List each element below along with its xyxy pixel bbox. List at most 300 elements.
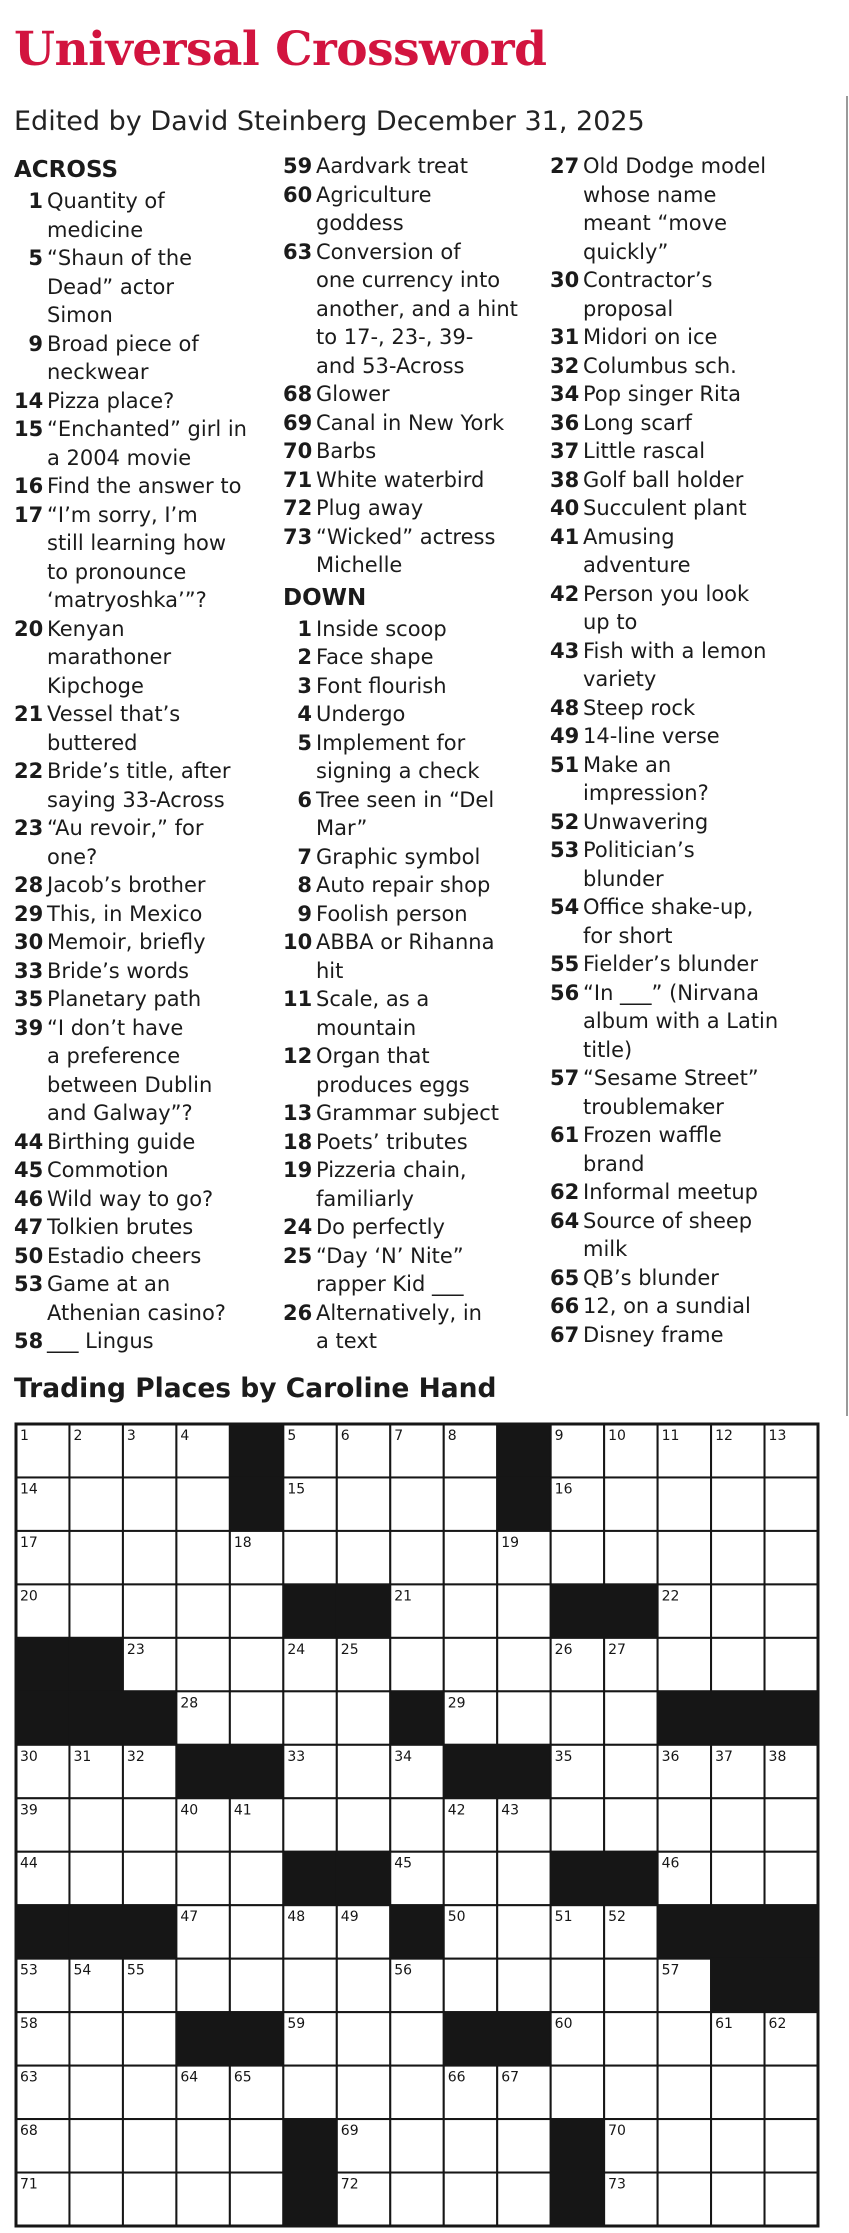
- clue-item: [283, 1242, 549, 1299]
- grid-cell[interactable]: [444, 1477, 497, 1530]
- grid-block: [123, 1905, 176, 1958]
- grid-cell[interactable]: [69, 2066, 122, 2119]
- grid-cell[interactable]: [765, 1531, 818, 1584]
- cell-number: 33: [287, 1748, 306, 1765]
- clue-text-line: White waterbird: [316, 467, 485, 492]
- cell-number: 23: [126, 1641, 145, 1658]
- clue-number: 67: [550, 1322, 580, 1347]
- clue-number: 40: [550, 496, 580, 520]
- clue-number: 8: [297, 873, 312, 897]
- clue-item: [14, 387, 282, 416]
- grid-cell[interactable]: [390, 2012, 443, 2065]
- clue-item: [14, 1156, 282, 1185]
- clue-text-line: Office shake-up,: [583, 895, 754, 919]
- cell-number: 17: [20, 1534, 38, 1551]
- grid-cell[interactable]: [444, 2173, 497, 2226]
- grid-cell[interactable]: [337, 2066, 390, 2119]
- clue-item: [283, 181, 549, 238]
- grid-cell[interactable]: [69, 2173, 122, 2226]
- grid-cell[interactable]: [444, 1638, 497, 1691]
- clue-text-line: “Wicked” actress: [316, 524, 496, 549]
- cell-number: 7: [394, 1428, 404, 1444]
- clue-item: [550, 266, 832, 323]
- cell-number: 28: [180, 1695, 199, 1712]
- clue-text-line: Fish with a lemon: [583, 638, 767, 663]
- grid-cell[interactable]: [604, 2066, 657, 2119]
- cell-number: 4: [180, 1428, 190, 1444]
- grid-cell[interactable]: [551, 1798, 604, 1851]
- clue-text-line: “Enchanted” girl in: [47, 417, 247, 441]
- clue-text-line: Game at an: [47, 1272, 171, 1296]
- grid-cell[interactable]: [283, 1959, 336, 2012]
- grid-cell[interactable]: [711, 2066, 764, 2119]
- clue-text-line: Simon: [47, 303, 113, 327]
- grid-cell[interactable]: [765, 1584, 818, 1637]
- cell-number: 10: [608, 1428, 626, 1444]
- grid-cell[interactable]: [551, 1531, 604, 1584]
- cell-number: 70: [608, 2123, 626, 2140]
- cell-number: 47: [180, 1909, 199, 1926]
- grid-block: [765, 1959, 818, 2012]
- grid-cell[interactable]: [230, 2119, 283, 2172]
- grid-cell[interactable]: [230, 1905, 283, 1958]
- grid-cell[interactable]: [123, 1584, 176, 1637]
- clue-number: 22: [14, 759, 44, 783]
- clue-number: 38: [550, 467, 580, 492]
- clue-number: 47: [14, 1215, 44, 1239]
- grid-cell[interactable]: [69, 1477, 122, 1530]
- cell-number: 27: [608, 1641, 626, 1658]
- grid-cell[interactable]: [390, 1638, 443, 1691]
- grid-block: [230, 1424, 283, 1477]
- cell-number: 5: [287, 1428, 297, 1444]
- clue-text-line: “Au revoir,” for: [47, 816, 204, 840]
- grid-cell[interactable]: [69, 1531, 122, 1584]
- grid-cell[interactable]: [497, 1638, 550, 1691]
- down-heading: DOWN: [283, 584, 367, 611]
- clue-text-line: Canal in New York: [316, 410, 505, 435]
- clue-number: 43: [550, 638, 580, 663]
- clue-item: [14, 330, 282, 387]
- clue-item: [283, 494, 549, 523]
- clue-text-line: Organ that: [316, 1044, 430, 1068]
- clue-number: 2: [297, 645, 312, 669]
- grid-block: [497, 1477, 550, 1530]
- clue-text-line: mountain: [316, 1015, 417, 1040]
- clue-text-line: Pizzeria chain,: [316, 1158, 467, 1182]
- clue-text-line: milk: [583, 1237, 628, 1261]
- grid-block: [604, 1584, 657, 1637]
- grid-block: [551, 2119, 604, 2172]
- grid-cell[interactable]: [497, 1905, 550, 1958]
- clue-number: 9: [297, 901, 312, 926]
- grid-cell[interactable]: [497, 1584, 550, 1637]
- clue-text-line: a preference: [47, 1044, 181, 1068]
- grid-cell[interactable]: [230, 2173, 283, 2226]
- clue-text-line: Grammar subject: [316, 1101, 499, 1125]
- grid-cell[interactable]: [711, 2119, 764, 2172]
- grid-cell[interactable]: [658, 2119, 711, 2172]
- clue-number: 70: [283, 439, 313, 463]
- cell-number: 60: [554, 2016, 573, 2033]
- grid-block: [230, 2012, 283, 2065]
- grid-cell[interactable]: [176, 2119, 229, 2172]
- clue-number: 20: [14, 616, 44, 641]
- grid-cell[interactable]: [230, 1852, 283, 1905]
- cell-number: 42: [447, 1802, 466, 1819]
- clue-text-line: Conversion of: [316, 239, 461, 264]
- grid-cell[interactable]: [711, 1638, 764, 1691]
- clue-number: 71: [283, 467, 313, 492]
- grid-cell[interactable]: [765, 2119, 818, 2172]
- grid-cell[interactable]: [551, 1691, 604, 1744]
- cell-number: 2: [73, 1428, 83, 1444]
- grid-cell[interactable]: [658, 2066, 711, 2119]
- grid-block: [230, 1745, 283, 1798]
- clue-item: [283, 700, 549, 729]
- clue-item: [283, 1099, 549, 1128]
- grid-cell[interactable]: [658, 1531, 711, 1584]
- cell-number: 54: [73, 1962, 92, 1979]
- grid-cell[interactable]: [604, 1959, 657, 2012]
- grid-block: [390, 1905, 443, 1958]
- grid-block: [551, 2173, 604, 2226]
- grid-cell[interactable]: [765, 1798, 818, 1851]
- grid-cell[interactable]: [711, 1798, 764, 1851]
- grid-cell[interactable]: [123, 2119, 176, 2172]
- clue-text-line: Athenian casino?: [47, 1300, 226, 1325]
- clue-text-line: Contractor’s: [583, 268, 713, 292]
- grid-block: [123, 1691, 176, 1744]
- clue-text-line: Make an: [583, 752, 672, 777]
- clue-item: [14, 814, 282, 871]
- grid-cell[interactable]: [658, 1798, 711, 1851]
- across-heading: ACROSS: [14, 157, 119, 183]
- clue-text-line: medicine: [47, 217, 144, 242]
- clue-item: [283, 1156, 549, 1213]
- editor-date-line: Edited by David Steinberg December 31, 2025: [14, 106, 645, 137]
- grid-cell[interactable]: [69, 2012, 122, 2065]
- clue-text-line: Long scarf: [583, 410, 692, 435]
- grid-cell[interactable]: [123, 2012, 176, 2065]
- clue-number: 61: [550, 1123, 580, 1147]
- grid-cell[interactable]: [497, 2173, 550, 2226]
- clue-number: 33: [14, 958, 44, 983]
- clue-number: 49: [550, 724, 580, 748]
- clue-number: 46: [14, 1186, 44, 1211]
- grid-cell[interactable]: [337, 1691, 390, 1744]
- grid-cell[interactable]: [176, 1584, 229, 1637]
- clue-item: [283, 900, 549, 929]
- clue-number: 48: [550, 695, 580, 720]
- clue-text-line: Do perfectly: [316, 1215, 445, 1239]
- grid-cell[interactable]: [390, 2173, 443, 2226]
- grid-cell[interactable]: [604, 1477, 657, 1530]
- grid-cell[interactable]: [283, 1798, 336, 1851]
- clue-text-line: Little rascal: [583, 439, 706, 463]
- grid-cell[interactable]: [176, 1477, 229, 1530]
- grid-cell[interactable]: [551, 1959, 604, 2012]
- grid-cell[interactable]: [658, 1477, 711, 1530]
- clue-number: 39: [14, 1015, 44, 1040]
- grid-cell[interactable]: [765, 2173, 818, 2226]
- grid-cell[interactable]: [711, 1477, 764, 1530]
- clue-number: 11: [283, 987, 313, 1011]
- grid-cell[interactable]: [390, 2066, 443, 2119]
- grid-cell[interactable]: [123, 1852, 176, 1905]
- grid-cell[interactable]: [765, 1477, 818, 1530]
- grid-cell[interactable]: [230, 1691, 283, 1744]
- clue-number: 45: [14, 1158, 44, 1182]
- clue-item: [550, 523, 832, 580]
- grid-cell[interactable]: [711, 1852, 764, 1905]
- cell-number: 40: [180, 1802, 199, 1819]
- grid-cell[interactable]: [337, 2012, 390, 2065]
- cell-number: 3: [126, 1428, 136, 1444]
- clue-text-line: saying 33-Across: [47, 787, 225, 812]
- grid-block: [497, 1745, 550, 1798]
- cell-number: 43: [501, 1802, 520, 1819]
- grid-cell[interactable]: [658, 2173, 711, 2226]
- grid-cell[interactable]: [604, 1798, 657, 1851]
- clue-number: 73: [283, 524, 313, 549]
- clue-text-line: “Shaun of the: [47, 246, 193, 270]
- cell-number: 41: [233, 1802, 252, 1819]
- clue-item: [283, 928, 549, 985]
- clue-text-line: Barbs: [316, 439, 377, 463]
- cell-number: 34: [394, 1748, 413, 1765]
- clue-text-line: “I’m sorry, I’m: [47, 502, 198, 527]
- grid-cell[interactable]: [390, 1531, 443, 1584]
- clue-text-line: marathoner: [47, 645, 172, 669]
- grid-cell[interactable]: [123, 1477, 176, 1530]
- grid-cell[interactable]: [604, 1691, 657, 1744]
- grid-block: [69, 1905, 122, 1958]
- grid-block: [69, 1691, 122, 1744]
- clue-item: [14, 957, 282, 986]
- cell-number: 73: [608, 2176, 626, 2193]
- grid-cell[interactable]: [444, 1584, 497, 1637]
- grid-cell[interactable]: [711, 1584, 764, 1637]
- clue-text-line: rapper Kid ___: [316, 1272, 464, 1296]
- grid-cell[interactable]: [444, 2119, 497, 2172]
- grid-cell[interactable]: [283, 2066, 336, 2119]
- clue-text-line: ___ Lingus: [47, 1329, 154, 1353]
- clue-item: [550, 1178, 832, 1207]
- clue-number: 1: [28, 189, 43, 213]
- grid-block: [16, 1691, 69, 1744]
- clue-item: [14, 415, 282, 472]
- clue-text-line: and Galway”?: [47, 1101, 193, 1125]
- clue-item: [14, 1185, 282, 1214]
- grid-cell[interactable]: [658, 2012, 711, 2065]
- grid-block: [390, 1691, 443, 1744]
- clue-item: [283, 409, 549, 438]
- cell-number: 71: [20, 2176, 38, 2193]
- clue-text-line: Informal meetup: [583, 1180, 759, 1204]
- grid-cell[interactable]: [604, 1531, 657, 1584]
- clue-item: [283, 1042, 549, 1099]
- clue-number: 35: [14, 987, 44, 1011]
- grid-cell[interactable]: [711, 1531, 764, 1584]
- grid-cell[interactable]: [765, 1852, 818, 1905]
- clue-item: [550, 1321, 832, 1350]
- clue-number: 34: [550, 382, 580, 406]
- grid-block: [551, 1852, 604, 1905]
- clue-number: 32: [550, 353, 580, 378]
- clue-number: 62: [550, 1180, 580, 1204]
- grid-cell[interactable]: [176, 1852, 229, 1905]
- grid-cell[interactable]: [390, 2119, 443, 2172]
- clue-item: [14, 1270, 282, 1327]
- grid-cell[interactable]: [283, 1531, 336, 1584]
- clue-number: 52: [550, 809, 580, 834]
- grid-block: [176, 2012, 229, 2065]
- grid-cell[interactable]: [69, 1852, 122, 1905]
- clue-text-line: Kipchoge: [47, 673, 144, 698]
- clue-text-line: Kenyan: [47, 616, 125, 641]
- clue-number: 25: [283, 1243, 313, 1268]
- grid-cell[interactable]: [604, 2012, 657, 2065]
- clue-text-line: QB’s blunder: [583, 1265, 719, 1290]
- clue-text-line: Commotion: [47, 1158, 169, 1182]
- grid-block: [283, 1584, 336, 1637]
- grid-cell[interactable]: [497, 2119, 550, 2172]
- grid-block: [711, 1691, 764, 1744]
- grid-cell[interactable]: [711, 2173, 764, 2226]
- clue-text-line: Bride’s title, after: [47, 759, 231, 783]
- grid-block: [551, 1584, 604, 1637]
- grid-cell[interactable]: [497, 1852, 550, 1905]
- clue-text-line: a 2004 movie: [47, 445, 192, 470]
- clue-item: [283, 1299, 549, 1356]
- clue-text-line: Vessel that’s: [47, 702, 181, 726]
- grid-cell[interactable]: [69, 2119, 122, 2172]
- clue-text-line: “In ___” (Nirvana: [583, 980, 759, 1005]
- grid-cell[interactable]: [551, 2066, 604, 2119]
- clue-number: 31: [550, 325, 580, 349]
- grid-cell[interactable]: [604, 1745, 657, 1798]
- grid-cell[interactable]: [765, 1638, 818, 1691]
- clue-text-line: another, and a hint: [316, 296, 518, 321]
- grid-cell[interactable]: [337, 1531, 390, 1584]
- grid-cell[interactable]: [658, 1638, 711, 1691]
- grid-cell[interactable]: [123, 2173, 176, 2226]
- cell-number: 38: [768, 1748, 787, 1765]
- clue-item: [550, 979, 832, 1065]
- grid-cell[interactable]: [123, 1531, 176, 1584]
- clue-item: [14, 928, 282, 957]
- clue-text-line: meant “move: [583, 211, 727, 235]
- grid-cell[interactable]: [123, 2066, 176, 2119]
- clue-item: [283, 672, 549, 701]
- clue-item: [14, 1327, 282, 1356]
- grid-cell[interactable]: [230, 1959, 283, 2012]
- clue-item: [550, 950, 832, 979]
- clue-text-line: Fielder’s blunder: [583, 952, 758, 976]
- clue-text-line: “Day ‘N’ Nite”: [316, 1243, 464, 1268]
- grid-cell[interactable]: [444, 1531, 497, 1584]
- grid-cell[interactable]: [337, 1798, 390, 1851]
- grid-cell[interactable]: [765, 2066, 818, 2119]
- clue-item: [283, 643, 549, 672]
- grid-cell[interactable]: [390, 1477, 443, 1530]
- clue-text-line: Disney frame: [583, 1322, 724, 1347]
- clue-item: [550, 637, 832, 694]
- clue-number: 12: [283, 1044, 313, 1068]
- page-title: Universal Crossword: [14, 22, 547, 77]
- clue-number: 14: [14, 388, 44, 413]
- grid-cell[interactable]: [230, 1638, 283, 1691]
- clue-text-line: to pronounce: [47, 559, 187, 584]
- grid-cell[interactable]: [444, 1852, 497, 1905]
- clue-number: 7: [297, 844, 312, 869]
- grid-cell[interactable]: [390, 1798, 443, 1851]
- cell-number: 12: [715, 1428, 733, 1444]
- grid-cell[interactable]: [69, 1798, 122, 1851]
- grid-cell[interactable]: [283, 1691, 336, 1744]
- clue-item: [283, 466, 549, 495]
- clue-item: [550, 722, 832, 751]
- clue-text-line: produces eggs: [316, 1072, 470, 1097]
- cell-number: 45: [394, 1855, 413, 1872]
- grid-cell[interactable]: [176, 1638, 229, 1691]
- cell-number: 8: [447, 1428, 457, 1444]
- grid-block: [604, 1852, 657, 1905]
- grid-cell[interactable]: [337, 1959, 390, 2012]
- clue-item: [283, 786, 549, 843]
- grid-cell[interactable]: [176, 1531, 229, 1584]
- clue-text-line: neckwear: [47, 360, 149, 384]
- grid-cell[interactable]: [230, 1584, 283, 1637]
- grid-cell[interactable]: [444, 1959, 497, 2012]
- grid-cell[interactable]: [337, 1745, 390, 1798]
- clue-text-line: 12, on a sundial: [583, 1294, 751, 1318]
- grid-cell[interactable]: [69, 1584, 122, 1637]
- clue-number: 1: [297, 616, 312, 641]
- grid-cell[interactable]: [176, 1959, 229, 2012]
- clue-number: 44: [14, 1129, 44, 1154]
- clue-text-line: troublemaker: [583, 1094, 724, 1119]
- grid-cell[interactable]: [497, 1959, 550, 2012]
- clue-item: [550, 494, 832, 523]
- grid-block: [283, 1852, 336, 1905]
- cell-number: 30: [20, 1748, 38, 1765]
- clue-text-line: Golf ball holder: [583, 467, 744, 492]
- clue-text-line: one?: [47, 844, 98, 869]
- clue-number: 30: [14, 930, 44, 954]
- cell-number: 1: [20, 1428, 29, 1444]
- clue-text-line: Frozen waffle: [583, 1123, 722, 1147]
- clue-item: [550, 1264, 832, 1293]
- clue-item: [550, 437, 832, 466]
- clue-text-line: Michelle: [316, 553, 403, 577]
- grid-cell[interactable]: [123, 1798, 176, 1851]
- grid-block: [283, 2119, 336, 2172]
- grid-cell[interactable]: [497, 1691, 550, 1744]
- clue-number: 18: [283, 1129, 313, 1154]
- cell-number: 63: [20, 2069, 38, 2086]
- grid-cell[interactable]: [337, 1477, 390, 1530]
- clue-text-line: Amusing: [583, 524, 675, 549]
- clue-item: [283, 871, 549, 900]
- grid-cell[interactable]: [176, 2173, 229, 2226]
- clue-number: 66: [550, 1294, 580, 1318]
- clue-item: [14, 1213, 282, 1242]
- cell-number: 21: [394, 1588, 413, 1605]
- clue-number: 53: [550, 838, 580, 862]
- clue-text-line: blunder: [583, 866, 664, 891]
